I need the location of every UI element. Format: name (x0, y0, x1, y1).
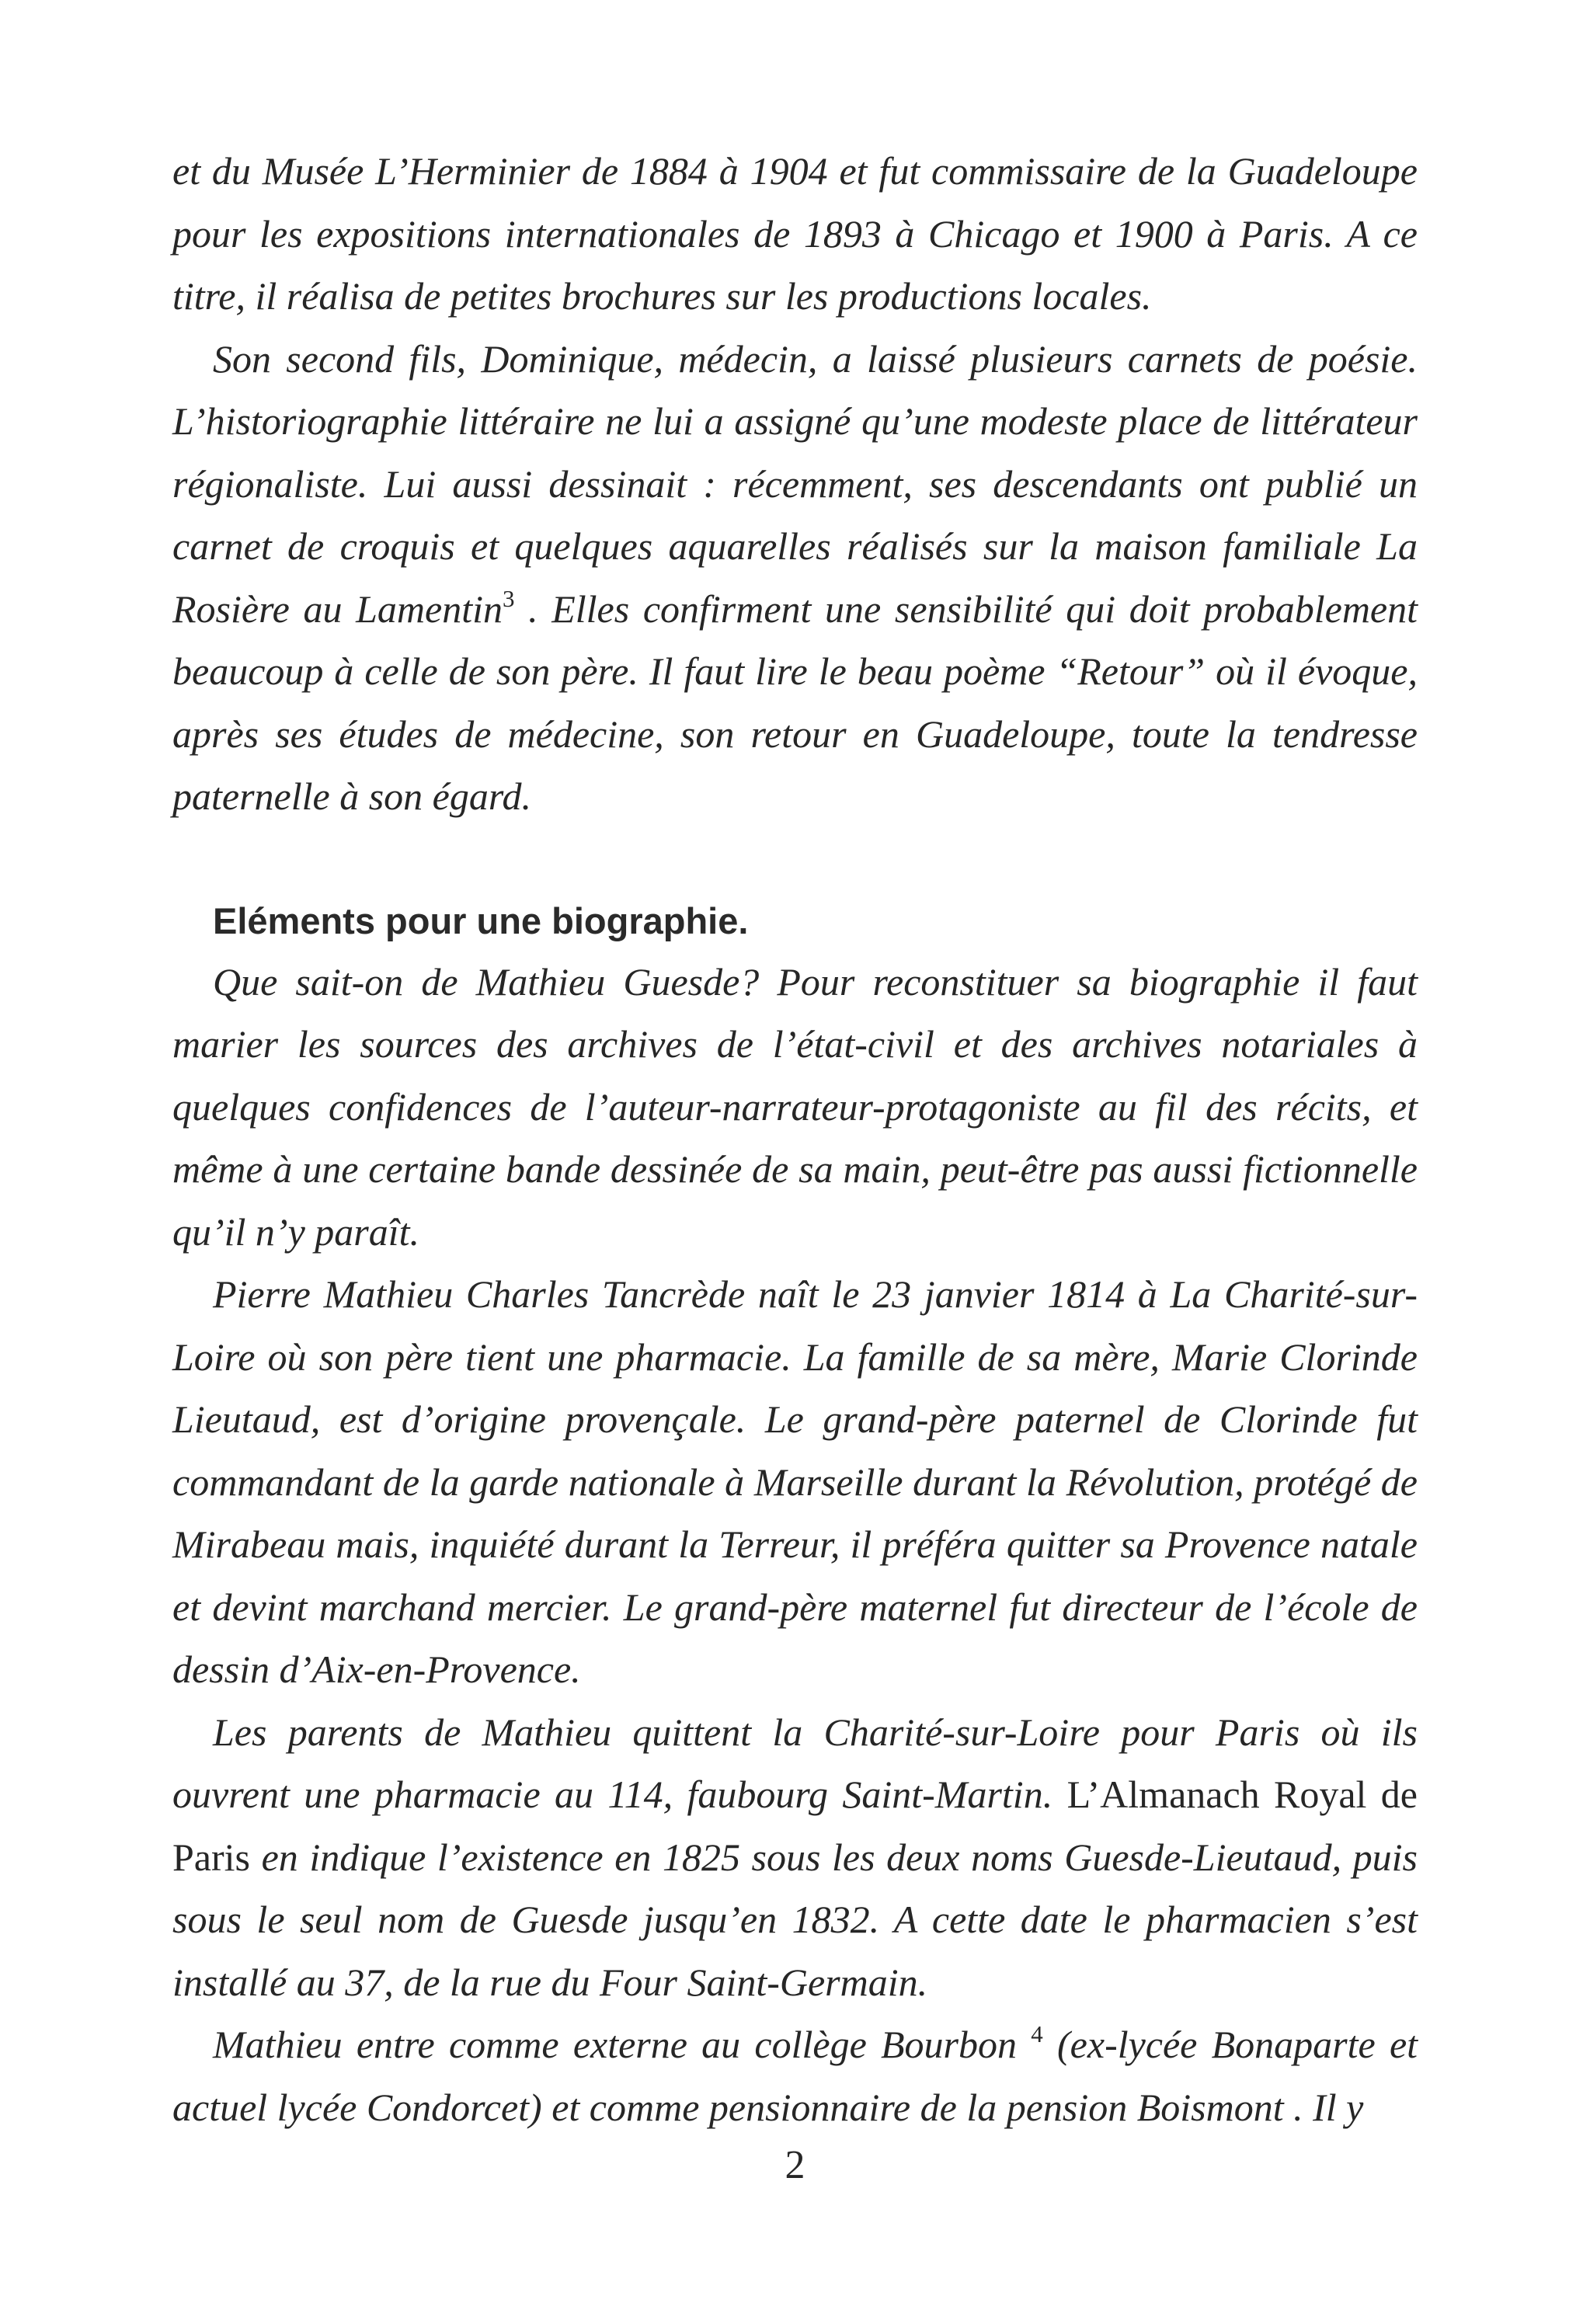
paragraph-4-text: Pierre Mathieu Charles Tancrède naît le 23 janvier 1814 à La Charité-sur-Loire où son père tient une pharmacie. La famille de sa mère, Marie Clorinde Lieutaud, est d’origine provençale. Le grand-père paternel de Clorinde fut commandant de la garde nationale à Marseille durant la Révolution, protégé de Mirabeau mais, inquiété durant la Terreur, il préféra quitter sa Provence natale et devint marchand mercier. Le grand-père maternel fut directeur de l’école de dessin d’Aix-en-Provence. (172, 1272, 1418, 1691)
paragraph-5-text-cont: en indique l’existence en 1825 sous les deux noms Guesde-Lieutaud, puis sous le seul nom de Guesde jusqu’en 1832. A cette date le pharmacien s’est installé au 37, de la rue du Four Saint-Germain. (172, 1835, 1418, 2004)
footnote-ref-4: 4 (1031, 2020, 1043, 2047)
paragraph-2 (172, 328, 1418, 828)
section-heading: Eléments pour une biographie. (213, 899, 749, 941)
body-text (172, 140, 1418, 2138)
almanach-title: L’Almanach Royal de Paris (172, 1773, 1418, 1879)
paragraph-5 (172, 1701, 1418, 2014)
paragraph-2-text-cont: . Elles confirment une sensibilité qui doit probablement beaucoup à celle de son père. Il faut lire le beau poème “Retour” où il évoque, après ses études de médecine, son retour en Guadeloupe, toute la tendresse paternelle à son égard. (172, 586, 1418, 818)
paragraph-1 (172, 140, 1418, 328)
paragraph-6-text: Mathieu entre comme externe au collège Bourbon (213, 2023, 1018, 2066)
paragraph-3 (172, 951, 1418, 1264)
page-number: 2 (785, 2143, 805, 2187)
paragraph-1-text: et du Musée L’Herminier de 1884 à 1904 et fut commissaire de la Guadeloupe pour les expositions internationales de 1893 à Chicago et 1900 à Paris. A ce titre, il réalisa de petites brochures sur les productions locales. (172, 149, 1418, 318)
paragraph-5-text: Les parents de Mathieu quittent la Charité-sur-Loire pour Paris où ils ouvrent une pharmacie au 114, faubourg Saint-Martin. (172, 1710, 1418, 1816)
footnote-ref-3: 3 (503, 584, 515, 612)
paragraph-2-text: Son second fils, Dominique, médecin, a laissé plusieurs carnets de poésie. L’historiographie littéraire ne lui a assigné qu’une modeste place de littérateur régionaliste. Lui aussi dessinait : récemment, ses descendants ont publié un carnet de croquis et quelques aquarelles réalisés sur la maison familiale La Rosière au Lamentin (172, 336, 1418, 631)
paragraph-4 (172, 1263, 1418, 1701)
paragraph-6 (172, 2013, 1418, 2138)
paragraph-3-text: Que sait-on de Mathieu Guesde? Pour reconstituer sa biographie il faut marier les sources des archives de l’état-civil et des archives notariales à quelques confidences de l’auteur-narrateur-protagoniste au fil des récits, et même à une certaine bande dessinée de sa main, peut-être pas aussi fictionnelle qu’il n’y paraît. (172, 959, 1418, 1254)
paragraph-6-text-cont: (ex-lycée Bonaparte et actuel lycée Condorcet) et comme pensionnaire de la pension Boismont . Il y (172, 2023, 1418, 2129)
